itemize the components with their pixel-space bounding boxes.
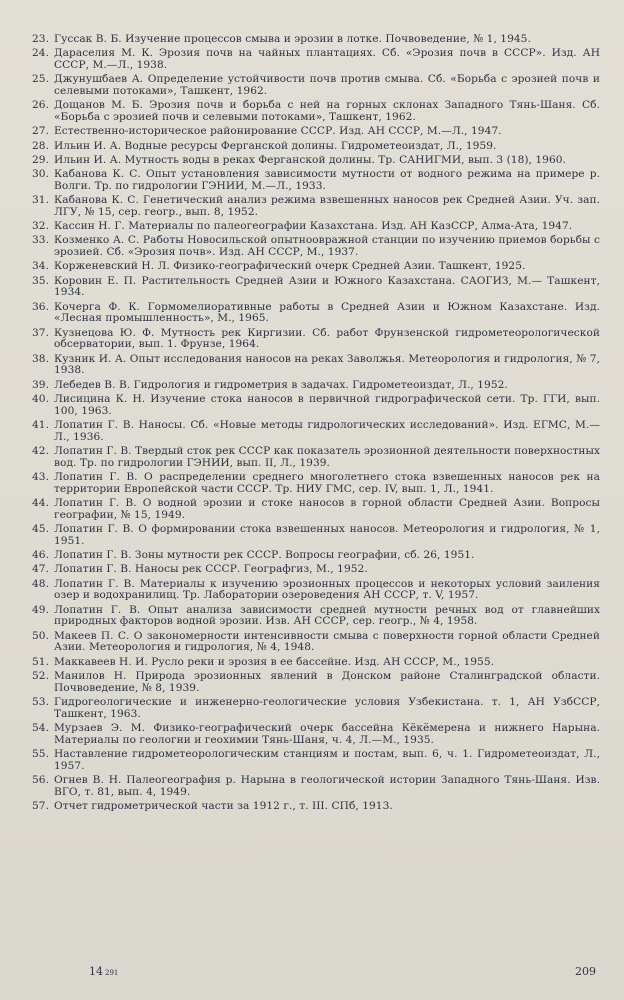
reference-text: Дараселия М. К. Эрозия почв на чайных плантациях. Сб. «Эрозия почв в СССР». Изд. АН СССР, М.—Л., 1938. <box>54 47 600 72</box>
reference-number: 47. <box>32 563 49 576</box>
reference-number: 39. <box>32 378 49 391</box>
reference-item <box>32 394 600 418</box>
reference-number: 51. <box>32 655 49 668</box>
reference-number: 49. <box>32 603 49 616</box>
reference-text: Лебедев В. В. Гидрология и гидрометрия в задачах. Гидрометеоиздат, Л., 1952. <box>54 378 508 391</box>
reference-text: Огнев В. Н. Палеогеография р. Нарына в геологической истории Западного Тянь-Шаня. Изв. ВГО, т. 81, вып. 4, 1949. <box>54 774 600 798</box>
reference-number: 34. <box>32 260 49 273</box>
reference-number: 25. <box>32 73 49 86</box>
reference-number: 37. <box>32 326 49 339</box>
reference-item <box>32 524 600 548</box>
reference-number: 33. <box>32 234 49 247</box>
signature-number: 14 <box>89 965 103 978</box>
reference-number: 57. <box>32 800 49 813</box>
reference-text: Кочерга Ф. К. Гормомелиоративные работы в Средней Азии и Южном Казахстане. Изд. «Лесная промышленность», М., 1965. <box>54 300 600 325</box>
reference-item <box>32 195 600 219</box>
reference-text: Естественно-историческое районирование СССР. Изд. АН СССР, М.—Л., 1947. <box>54 125 502 138</box>
reference-text: Лопатин Г. В. Наносы. Сб. «Новые методы гидрологических исследований». Изд. ЕГМС, М.—Л., 1936. <box>54 418 600 443</box>
reference-number: 38. <box>32 352 49 365</box>
reference-item <box>32 723 600 747</box>
reference-number: 27. <box>32 125 49 138</box>
reference-number: 43. <box>32 471 49 484</box>
reference-number: 45. <box>32 523 49 536</box>
reference-text: Гуссак В. Б. Изучение процессов смыва и эрозии в лотке. Почвоведение, № 1, 1945. <box>54 33 531 45</box>
reference-item <box>32 564 600 576</box>
reference-number: 42. <box>32 445 49 458</box>
reference-item <box>32 100 600 124</box>
reference-number: 40. <box>32 392 49 405</box>
reference-text: Лопатин Г. В. О распределении среднего многолетнего стока взвешенных наносов рек на территории Европейской части СССР. Тр. НИУ ГМС, сер. IV, вып. 1, Л., 1941. <box>54 471 600 495</box>
reference-text: Маккавеев Н. И. Русло реки и эрозия в ее бассейне. Изд. АН СССР, М., 1955. <box>54 655 495 668</box>
reference-item <box>32 749 600 773</box>
reference-number: 55. <box>32 748 49 761</box>
reference-item <box>32 155 600 167</box>
reference-number: 31. <box>32 194 49 207</box>
reference-text: Кассин Н. Г. Материалы по палеогеографии Казахстана. Изд. АН КазССР, Алма-Ата, 1947. <box>54 220 573 233</box>
reference-number: 28. <box>32 139 49 152</box>
reference-text: Лопатин Г. В. Материалы к изучению эрозионных процессов и некоторых условий заиления озер и водохранилищ. Тр. Лаборатории озероведения АН СССР, т. V, 1957. <box>54 577 600 602</box>
reference-text: Манилов Н. Природа эрозионных явлений в Донском районе Сталинградской области. Почвоведение, № 8, 1939. <box>54 669 600 694</box>
reference-item <box>32 579 600 603</box>
reference-text: Дощанов М. Б. Эрозия почв и борьба с ней на горных склонах Западного Тянь-Шаня. Сб. «Борьба с эрозией почв и селевыми потоками», Ташкент, 1962. <box>54 99 600 124</box>
reference-item <box>32 380 600 392</box>
reference-item <box>32 775 600 799</box>
reference-text: Кузнецова Ю. Ф. Мутность рек Киргизии. Сб. работ Фрунзенской гидрометеорологической обсерватории, вып. 1. Фрунзе, 1964. <box>54 326 600 351</box>
reference-item <box>32 34 600 46</box>
reference-text: Лопатин Г. В. Опыт анализа зависимости средней мутности речных вод от главнейших природных факторов водной эрозии. Изв. АН СССР, сер. геогр., № 4, 1958. <box>54 603 600 628</box>
reference-item <box>32 446 600 470</box>
reference-text: Коровин Е. П. Растительность Средней Азии и Южного Казахстана. САОГИЗ, М.— Ташкент, 1934. <box>54 274 600 299</box>
reference-text: Мурзаев Э. М. Физико-географический очерк бассейна Кёкёмерена и нижнего Нарына. Материалы по геологии и геохимии Тянь-Шаня, ч. 4, Л.—М., 1935. <box>54 722 600 746</box>
reference-item <box>32 235 600 259</box>
reference-item <box>32 631 600 655</box>
signature-sub-number: 291 <box>105 969 119 977</box>
reference-number: 23. <box>32 33 49 45</box>
reference-item <box>32 801 600 813</box>
reference-item <box>32 671 600 695</box>
reference-text: Наставление гидрометеорологическим станциям и постам, вып. 6, ч. 1. Гидрометеоиздат, Л., 1957. <box>54 748 600 772</box>
reference-number: 26. <box>32 99 49 112</box>
reference-text: Кабанова К. С. Генетический анализ режима взвешенных наносов рек Средней Азии. Уч. зап. ЛГУ, № 15, сер. геогр., вып. 8, 1952. <box>54 194 600 218</box>
reference-text: Лопатин Г. В. Твердый сток рек СССР как показатель эрозионной деятельности поверхностных вод. Тр. по гидрологии ГЭНИИ, вып. II, Л., 1939. <box>54 445 600 469</box>
reference-item <box>32 697 600 721</box>
reference-number: 56. <box>32 774 49 787</box>
reference-text: Лопатин Г. В. Зоны мутности рек СССР. Вопросы географии, сб. 26, 1951. <box>54 549 475 562</box>
reference-text: Кузник И. А. Опыт исследования наносов на реках Заволжья. Метеорология и гидрология, № 7, 1938. <box>54 352 600 377</box>
reference-item <box>32 74 600 98</box>
reference-item <box>32 126 600 138</box>
printer-signature <box>89 965 118 978</box>
reference-item <box>32 657 600 669</box>
reference-item <box>32 141 600 153</box>
reference-text: Кабанова К. С. Опыт установления зависимости мутности от водного режима на примере р. Волги. Тр. по гидрологии ГЭНИИ, М.—Л., 1933. <box>54 168 600 192</box>
reference-item <box>32 169 600 193</box>
reference-number: 36. <box>32 300 49 313</box>
reference-text: Лопатин Г. В. О водной эрозии и стоке наносов в горной области Средней Азии. Вопросы географии, № 15, 1949. <box>54 497 600 521</box>
reference-item <box>32 276 600 300</box>
reference-list <box>32 34 600 815</box>
reference-number: 30. <box>32 168 49 181</box>
reference-item <box>32 420 600 444</box>
reference-text: Ильин И. А. Мутность воды в реках Ферганской долины. Тр. САНИГМИ, вып. 3 (18), 1960. <box>54 153 566 166</box>
reference-item <box>32 354 600 378</box>
reference-text: Ильин И. А. Водные ресурсы Ферганской долины. Гидрометеоиздат, Л., 1959. <box>54 139 497 152</box>
reference-item <box>32 605 600 629</box>
reference-text: Джунушбаев А. Определение устойчивости почв против смыва. Сб. «Борьба с эрозией почв и селевыми потоками», Ташкент, 1962. <box>54 73 600 98</box>
reference-number: 35. <box>32 274 49 287</box>
reference-item <box>32 550 600 562</box>
reference-number: 32. <box>32 220 49 233</box>
reference-number: 24. <box>32 47 49 60</box>
reference-item <box>32 48 600 72</box>
reference-text: Отчет гидрометрической части за 1912 г., т. III. СПб, 1913. <box>54 800 393 813</box>
reference-item <box>32 221 600 233</box>
reference-item <box>32 261 600 273</box>
reference-text: Макеев П. С. О закономерности интенсивности смыва с поверхности горной области Средней Азии. Метеорология и гидрология, № 4, 1948. <box>54 629 600 654</box>
reference-number: 52. <box>32 669 49 682</box>
reference-text: Лисицина К. Н. Изучение стока наносов в первичной гидрографической сети. Тр. ГГИ, вып. 100, 1963. <box>54 392 600 417</box>
reference-text: Гидрогеологические и инженерно-геологические условия Узбекистана. т. 1, АН УзбССР, Ташкент, 1963. <box>54 695 600 720</box>
reference-number: 48. <box>32 577 49 590</box>
reference-text: Козменко А. С. Работы Новосильской опытноовражной станции по изучению приемов борьбы с эрозией. Сб. «Эрозия почв». Изд. АН СССР, М., 1937. <box>54 234 600 259</box>
reference-number: 54. <box>32 722 49 734</box>
page-number: 209 <box>575 965 596 978</box>
reference-item <box>32 498 600 522</box>
reference-item <box>32 472 600 496</box>
reference-number: 41. <box>32 418 49 431</box>
reference-text: Лопатин Г. В. Наносы рек СССР. Географгиз, М., 1952. <box>54 563 368 576</box>
reference-number: 44. <box>32 497 49 510</box>
reference-number: 46. <box>32 549 49 562</box>
reference-item <box>32 302 600 326</box>
reference-number: 50. <box>32 629 49 642</box>
reference-text: Корженевский Н. Л. Физико-географический очерк Средней Азии. Ташкент, 1925. <box>54 260 526 273</box>
reference-item <box>32 328 600 352</box>
reference-text: Лопатин Г. В. О формировании стока взвешенных наносов. Метеорология и гидрология, № 1, 1951. <box>54 523 600 547</box>
reference-number: 29. <box>32 153 49 166</box>
reference-number: 53. <box>32 695 49 708</box>
